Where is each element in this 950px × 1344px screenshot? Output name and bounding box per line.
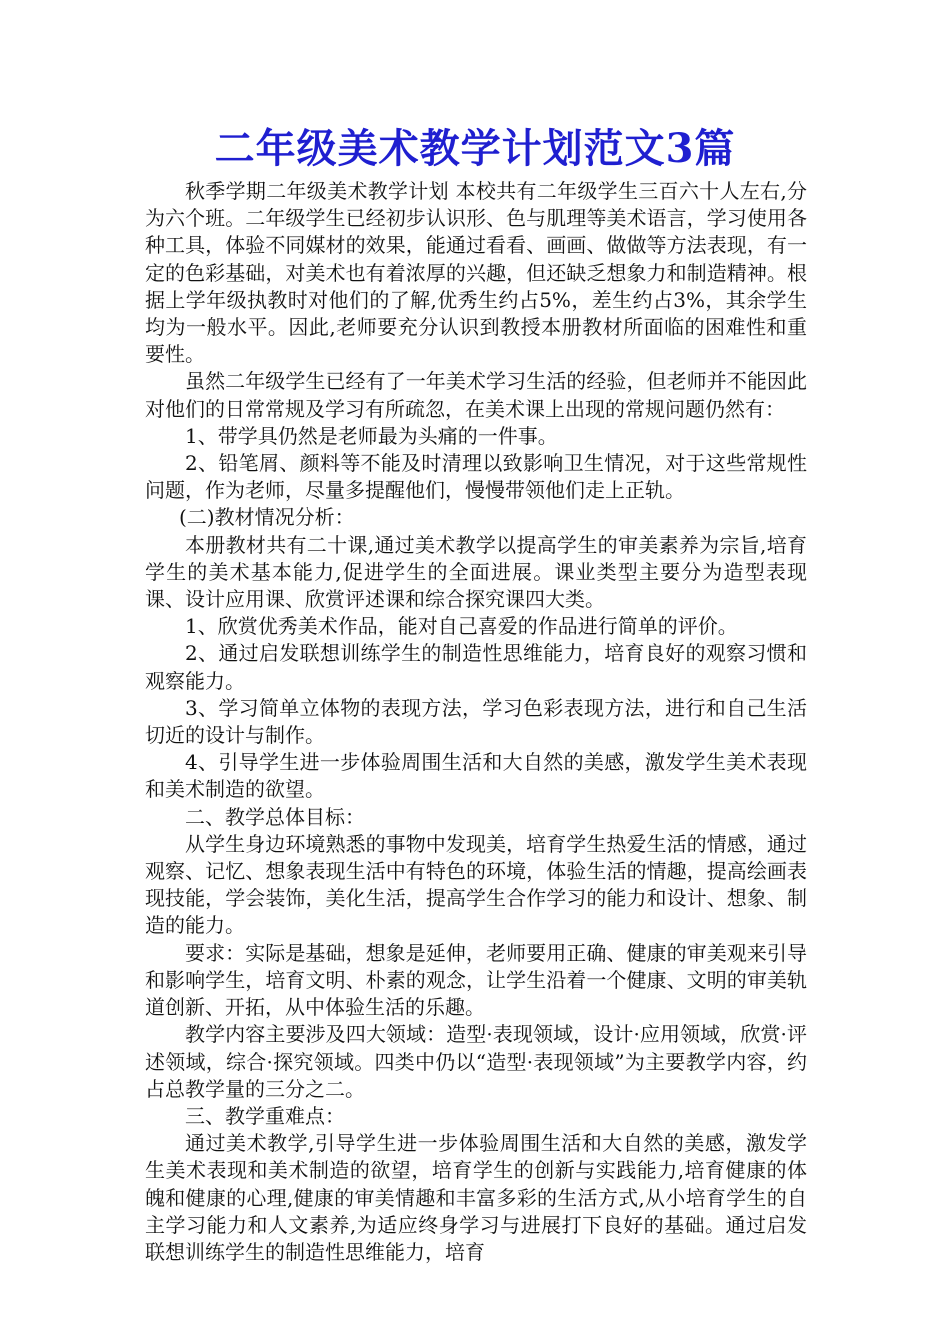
list-item: 2、通过启发联想训练学生的制造性思维能力，培育良好的观察习惯和观察能力。 (145, 641, 807, 693)
list-item: 4、引导学生进一步体验周围生活和大自然的美感，激发学生美术表现和美术制造的欲望。 (145, 750, 807, 802)
paragraph-textbook: 本册教材共有二十课,通过美术教学以提高学生的审美素养为宗旨,培育学生的美术基本能力,促进学生的全面进展。课业类型主要分为造型表现课、设计应用课、欣赏评述课和综合探究课四大类。 (145, 532, 807, 612)
paragraph-content: 教学内容主要涉及四大领域：造型·表现领域，设计·应用领域，欣赏·评述领域，综合·探究领域。四类中仍以“造型·表现领域”为主要教学内容，约占总教学量的三分之二。 (145, 1022, 807, 1101)
paragraph-intro: 秋季学期二年级美术教学计划 本校共有二年级学生三百六十人左右,分为六个班。二年级学生已经初步认识形、色与肌理等美术语言，学习使用各种工具，体验不同媒材的效果，能通过看看、画画、做做等方法表现，有一定的色彩基础，对美术也有着浓厚的兴趣，但还缺乏想象力和制造精神。根据上学年级执教时对他们的了解,优秀生约占5%，差生约占3%，其余学生均为一般水平。因此,老师要充分认识到教授本册教材所面临的困难性和重要性。 (145, 179, 807, 367)
paragraph-goals: 从学生身边环境熟悉的事物中发现美，培育学生热爱生活的情感，通过观察、记忆、想象表现生活中有特色的环境，体验生活的情趣，提高绘画表现技能，学会装饰，美化生活，提高学生合作学习的能力和设计、想象、制造的能力。 (145, 831, 807, 938)
paragraph-requirements: 要求：实际是基础，想象是延伸，老师要用正确、健康的审美观来引导和影响学生，培育文明、朴素的观念，让学生沿着一个健康、文明的审美轨道创新、开拓，从中体验生活的乐趣。 (145, 940, 807, 1020)
section-heading: 二、教学总体目标： (185, 804, 365, 829)
section-heading: (二)教材情况分析： (179, 505, 355, 530)
paragraph-key-points: 通过美术教学,引导学生进一步体验周围生活和大自然的美感，激发学生美术表现和美术制造的欲望，培育学生的创新与实践能力,培育健康的体魄和健康的心理,健康的审美情趣和丰富多彩的生活方式,从小培育学生的自主学习能力和人文素养,为适应终身学习与进展打下良好的基础。通过启发联想训练学生的制造性思维能力，培育 (145, 1131, 807, 1264)
document-body (145, 178, 807, 1266)
section-heading: 三、教学重难点： (185, 1103, 345, 1128)
list-item: 1、欣赏优秀美术作品，能对自己喜爱的作品进行简单的评价。 (185, 614, 738, 639)
document-title: 二年级美术教学计划范文3篇 (214, 125, 736, 172)
list-item: 3、学习简单立体物的表现方法，学习色彩表现方法，进行和自己生活切近的设计与制作。 (145, 695, 807, 748)
list-item: 1、带学具仍然是老师最为头痛的一件事。 (185, 423, 558, 448)
paragraph-routine-issues: 虽然二年级学生已经有了一年美术学习生活的经验，但老师并不能因此对他们的日常常规及学习有所疏忽，在美术课上出现的常规问题仍然有： (145, 369, 807, 421)
list-item: 2、铅笔屑、颜料等不能及时清理以致影响卫生情况，对于这些常规性问题，作为老师，尽量多提醒他们，慢慢带领他们走上正轨。 (145, 451, 807, 503)
